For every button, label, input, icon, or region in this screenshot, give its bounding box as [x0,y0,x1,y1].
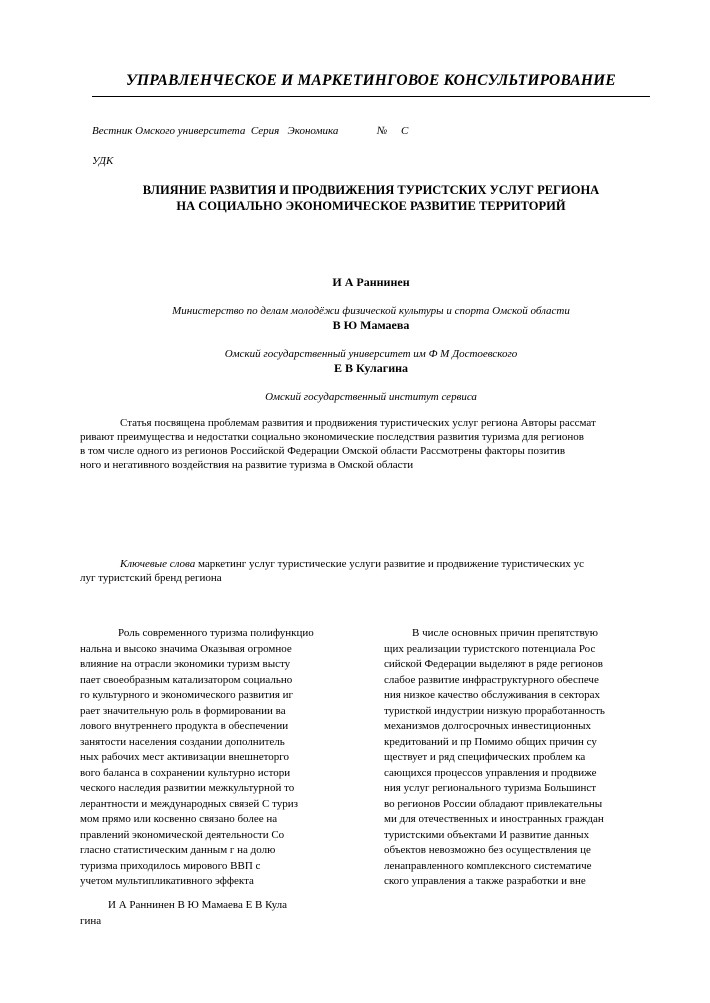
body-line: ческого наследия развитии межкультурной то [80,782,295,794]
body-line: ми для отечественных и иностранных граждан [384,813,604,825]
keywords-line [80,557,650,571]
body-line: ния услуг регионального туризма Большинст [384,782,597,794]
body-line: ского управления а также разработки и вне [384,875,586,887]
author-name-3: Е В Кулагина [333,361,409,375]
body-line: гласно статистическим данным г на долю [80,844,276,856]
author-affiliation-3: Омский государственный институт сервиса [265,391,477,403]
body-line: кредитований и пр Помимо общих причин су [384,735,597,748]
body-right-column [384,626,650,890]
body-line: ществует и ряд специфических проблем ка [384,751,586,763]
abstract [80,416,650,472]
body-line: занятости населения создании дополнитель [80,735,285,748]
body-left-column [80,626,356,890]
abstract-line: ного и негативного воздействия на развитие туризма в Омской области [80,459,414,471]
body-line: В числе основных причин препятствую [412,627,598,639]
body-line: туризма приходилось мирового ВВП с [80,859,261,872]
body-line: рает значительную роль в формировании ва [80,704,286,717]
keywords [80,557,650,585]
copyright-note [80,898,356,929]
abstract-line: в том числе одного из регионов Российской Федерации Омской области Рассмотрены факторы позитив [80,445,566,457]
abstract-line: Статья посвящена проблемам развития и продвижения туристических услуг региона Авторы рассмат [120,417,596,429]
copyright-line: И А Раннинен В Ю Мамаева Е В Кула [108,899,288,911]
body-line: лерантности и международных связей С туриз [80,797,299,810]
body-line: ленаправленного комплексного систематиче [384,859,592,872]
body-line: сающихся процессов управления и продвиже [384,766,597,779]
body-line: нальна и высоко значима Оказывая огромное [80,642,292,655]
article-title-line-2: НА СОЦИАЛЬНО ЭКОНОМИЧЕСКОЕ РАЗВИТИЕ ТЕРРИТОРИЙ [176,199,566,213]
body-line: ния низкое качество обслуживания в секторах [384,689,601,701]
body-line: го культурного и экономического развития иг [80,689,294,701]
keywords-line: луг туристский бренд региона [80,572,222,584]
journal-citation: Вестник Омского университета Серия Экономика № С [92,125,409,137]
body-line: мом прямо или косвенно связано более на [80,813,278,825]
author-affiliation-2: Омский государственный университет им Ф М Достоевского [224,348,518,360]
body-line: во регионов России обладают привлекательны [384,797,603,810]
body-line: щих реализации туристского потенциала Рос [384,642,596,655]
body-line: слабое развитие инфраструктурного обеспече [384,673,599,686]
article-title-line-1: ВЛИЯНИЕ РАЗВИТИЯ И ПРОДВИЖЕНИЯ ТУРИСТСКИХ УСЛУГ РЕГИОНА [142,183,600,197]
author-name-1: И А Раннинен [332,275,410,289]
author-name-2: В Ю Мамаева [332,318,410,332]
body-line: механизмов долгосрочных инвестиционных [384,720,591,732]
body-line: туристкой индустрии низкую проработанность [384,704,605,717]
body-line: влияние на отрасли экономики туризм высту [80,658,291,670]
keywords-text: маркетинг услуг туристические услуги развитие и продвижение туристических ус [195,558,585,570]
body-line: пает своеобразным катализатором социально [80,673,293,686]
body-line: правлений экономической деятельности Со [80,828,285,841]
body-line: туристскими объектами И развитие данных [384,828,590,841]
section-header: УПРАВЛЕНЧЕСКОЕ И МАРКЕТИНГОВОЕ КОНСУЛЬТИРОВАНИЕ [126,72,616,89]
body-line: ных рабочих мест активизации внешнеторго [80,751,290,763]
body-line: объектов невозможно без осуществления це [384,844,591,856]
body-line: сийской Федерации выделяют в ряде регионов [384,658,603,670]
keywords-label: Ключевые слова [120,558,196,570]
article-title [92,182,650,214]
udk-label: УДК [92,155,114,167]
body-line: учетом мультипликативного эффекта [80,875,254,887]
author-affiliation-1: Министерство по делам молодёжи физической культуры и спорта Омской области [172,305,570,317]
body-line: лового внутреннего продукта в обеспечении [80,720,289,732]
header-rule [92,96,650,97]
abstract-line: ривают преимущества и недостатки социально экономические последствия развития туризма для регионов [80,431,584,443]
copyright-line: гина [80,914,102,927]
body-line: вого баланса в сохранении культурно истори [80,766,291,779]
body-line: Роль современного туризма полифункцио [118,627,314,639]
